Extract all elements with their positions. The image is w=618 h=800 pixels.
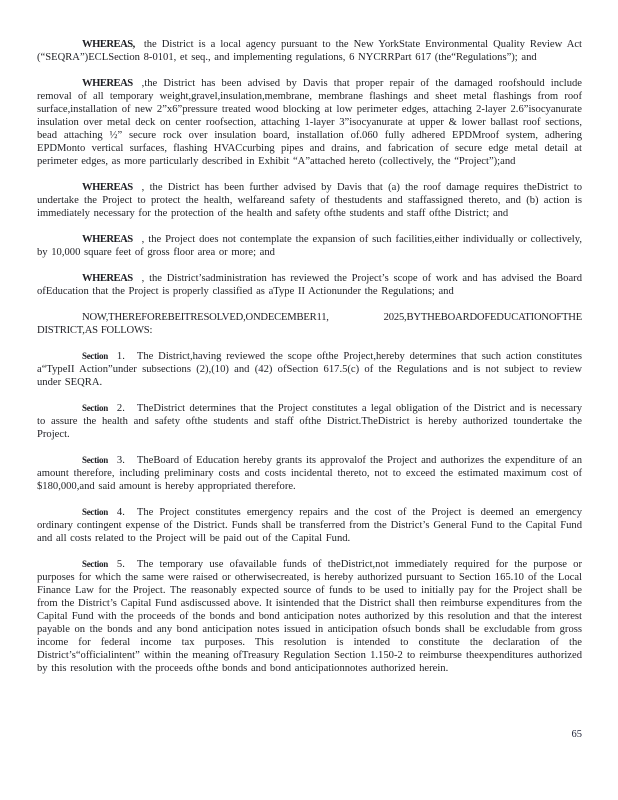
paragraph (37, 311, 582, 337)
paragraph (37, 38, 582, 64)
paragraph-text: The temporary use ofavailable funds of theDistrict,not immediately required for the purpose or purposes for which the same were raised or otherwisecreated, is hereby authorized pursuant to Section 165.10 of the Local Finance Law for the Project. The reasonably expected source of funds to be used to initially pay for the Project shall be from the District’s Capital Fund asdiscussed above. It isintended that the District shall then reimburse expenditures from the Capital Fund with the proceeds of the bonds and bond anticipation notes authorized by this resolution and that the interest payable on the bonds and any bond anticipation notes issued in anticipation ofsuch bonds shall be excludable from gross income for federal income tax purposes. This resolution is intended to constitute the declaration of the District’s“officialintent” within the meaning ofTreasury Regulation Section 1.150-2 to reimburse theexpenditures authorized by this resolution with the proceeds ofthe bonds and bond anticipationnotes authorized herein. (37, 559, 582, 674)
paragraph-text: TheDistrict determines that the Project constitutes a legal obligation of the District and is necessary to assure the health and safety ofthe students and staff ofthe District.TheDistrict is hereby authorized toundertake the Project. (37, 403, 582, 440)
paragraph-number: 4. (116, 507, 125, 518)
paragraph-lead: Section (82, 455, 108, 465)
paragraph-text: , the Project does not contemplate the expansion of such facilities,either individually or collectively, by 10,000 square feet of gross floor area or more; and (37, 234, 582, 258)
paragraph-lead: WHEREAS (82, 273, 133, 284)
paragraph (37, 454, 582, 493)
paragraph-text: , the District’sadministration has reviewed the Project’s scope of work and has advised the Board ofEducation that the Project is properly classified as aType II Actionunder the Regulations; and (37, 273, 582, 297)
paragraph-text: TheBoard of Education hereby grants its approvalof the Project and authorizes the expenditure of an amount therefore, including preliminary costs and costs incidental thereto, not to exceed the estimated maximum cost of $180,000,and said amount is hereby appropriated therefore. (37, 455, 582, 492)
paragraph (37, 402, 582, 441)
paragraph (37, 272, 582, 298)
document-body (37, 38, 582, 675)
paragraph-lead: WHEREAS (82, 234, 133, 245)
paragraph-text: NOW,THEREFOREBEITRESOLVED,ONDECEMBER11, 2025,BYTHEBOARDOFEDUCATIONOFTHE DISTRICT,AS FOLLOWS: (37, 312, 582, 336)
paragraph-lead: WHEREAS (82, 78, 133, 89)
paragraph-text: , the District has been further advised by Davis that (a) the roof damage requires theDistrict to undertake the Project to protect the health, welfareand safety of thestudents and staffassigned thereto, and (b) action is immediately necessary for the protection of the health and safety ofthe students and staff ofthe District; and (37, 182, 582, 219)
paragraph (37, 506, 582, 545)
paragraph-lead: WHEREAS (82, 182, 133, 193)
paragraph-lead: Section (82, 507, 108, 517)
page-number: 65 (571, 729, 582, 740)
paragraph-lead: Section (82, 559, 108, 569)
paragraph-text: the District is a local agency pursuant to the New YorkState Environmental Quality Review Act (“SEQRA”)ECLSection 8-0101, et seq., and implementing regulations, 6 NYCRRPart 617 (the“Regulations”); and (37, 39, 582, 63)
paragraph-number: 1. (116, 351, 125, 362)
paragraph-text: The District,having reviewed the scope ofthe Project,hereby determines that such action constitutes a“TypeII Action”under subsections (2),(10) and (42) ofSection 617.5(c) of the Regulations and is not subject to review under SEQRA. (37, 351, 582, 388)
paragraph-lead: WHEREAS, (82, 39, 135, 50)
paragraph-text: ,the District has been advised by Davis that proper repair of the damaged roofshould include removal of all temporary weight,gravel,insulation,membrane, membrane flashings and sheet metal flashings from roof surface,installation of new 2”x6”pressure treated wood blocking at low perimeter edges, attaching 2-layer 2.6”isocyanurate insulation over metal deck on center roofsection, attaching 1-layer 3”isocyanurate at upper & lower ballast roof sections, bead attaching ½” secure rock over insulation board, installation of.060 fully adhered EPDMroof system, adhering EPDMonto vertical surfaces, flashing HVACcurbing pipes and drains, and fabrication of secure edge metal detail at perimeter edges, as more particularly described in Exhibit “A”attached hereto (collectively, the “Project”);and (37, 78, 582, 167)
paragraph (37, 350, 582, 389)
paragraph (37, 77, 582, 168)
paragraph (37, 233, 582, 259)
paragraph-lead: Section (82, 403, 108, 413)
paragraph-number: 2. (116, 403, 125, 414)
paragraph (37, 181, 582, 220)
paragraph-lead: Section (82, 351, 108, 361)
paragraph-number: 3. (116, 455, 125, 466)
paragraph (37, 558, 582, 675)
paragraph-text: The Project constitutes emergency repairs and the cost of the Project is deemed an emergency ordinary contingent expense of the District. Funds shall be transferred from the District’s General Fund to the Capital Fund and all costs related to the Project will be paid out of the Capital Fund. (37, 507, 582, 544)
paragraph-number: 5. (116, 559, 125, 570)
